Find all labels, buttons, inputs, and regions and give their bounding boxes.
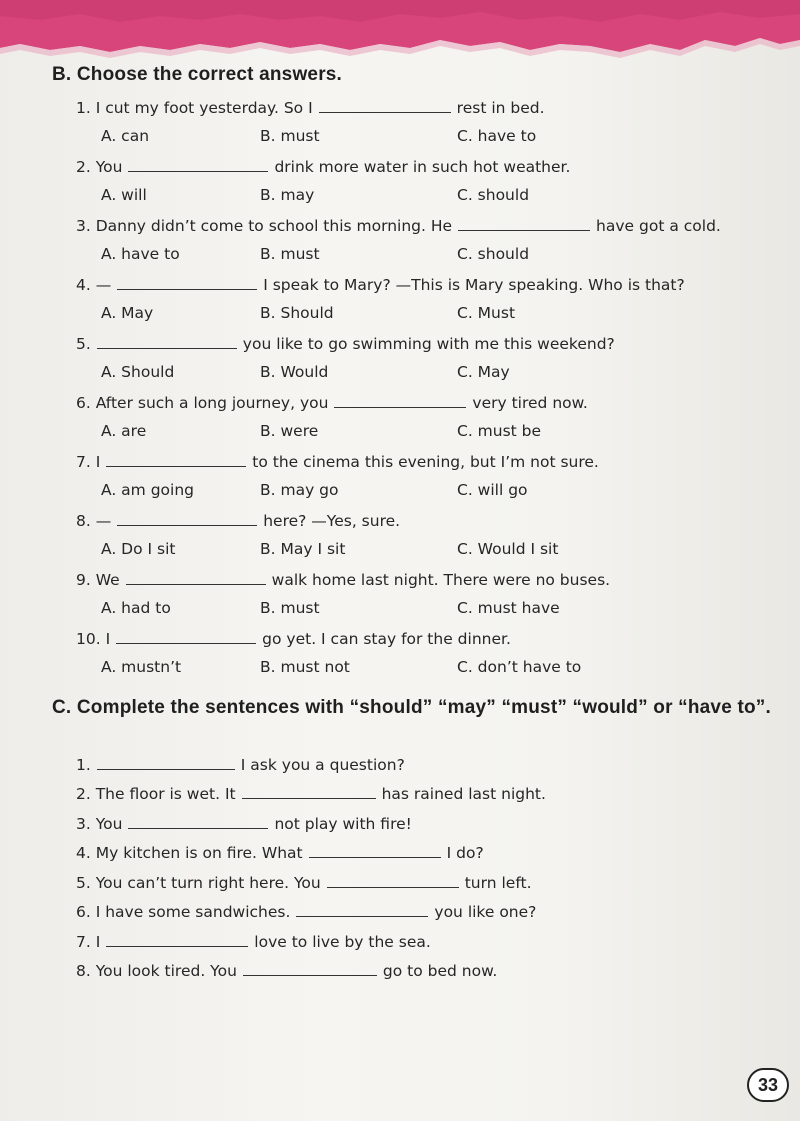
sentence-text-start: 3. You: [76, 815, 123, 833]
sentence-text-start: 7. I: [76, 933, 101, 951]
question-text-start: 4. —: [76, 276, 112, 294]
option-a[interactable]: A. had to: [101, 599, 171, 617]
answer-blank[interactable]: [128, 157, 268, 172]
question-8: [76, 511, 400, 533]
option-c[interactable]: C. Would I sit: [457, 540, 559, 558]
question-text-start: 9. We: [76, 571, 120, 589]
option-b[interactable]: B. must: [260, 599, 320, 617]
answer-blank[interactable]: [334, 393, 466, 408]
option-b[interactable]: B. Would: [260, 363, 329, 381]
option-c[interactable]: C. have to: [457, 127, 537, 145]
sentence-1: [76, 755, 405, 777]
question-text-start: 5.: [76, 335, 91, 353]
question-5: [76, 334, 615, 356]
option-a[interactable]: A. can: [101, 127, 150, 145]
option-a[interactable]: A. will: [101, 186, 147, 204]
question-text-start: 10. I: [76, 630, 111, 648]
answer-blank[interactable]: [296, 902, 428, 917]
question-text-start: 8. —: [76, 512, 112, 530]
section-c-title: C. Complete the sentences with “should” “may” “must” “would” or “have to”.: [52, 697, 771, 718]
question-3: [76, 216, 721, 238]
answer-blank[interactable]: [97, 755, 235, 770]
sentence-text-start: 1.: [76, 756, 91, 774]
question-text-end: have got a cold.: [596, 217, 721, 235]
page-number: 33: [747, 1068, 789, 1102]
question-7: [76, 452, 599, 474]
question-text-start: 1. I cut my foot yesterday. So I: [76, 99, 313, 117]
answer-blank[interactable]: [97, 334, 237, 349]
question-text-end: go yet. I can stay for the dinner.: [262, 630, 511, 648]
answer-blank[interactable]: [458, 216, 590, 231]
question-10: [76, 629, 511, 651]
question-text-end: walk home last night. There were no buses.: [271, 571, 611, 589]
option-a[interactable]: A. mustn’t: [101, 658, 182, 676]
option-a[interactable]: A. are: [101, 422, 147, 440]
option-c[interactable]: C. must have: [457, 599, 560, 617]
sentence-2: [76, 784, 546, 806]
answer-blank[interactable]: [126, 570, 266, 585]
option-c[interactable]: C. must be: [457, 422, 542, 440]
question-text-end: to the cinema this evening, but I’m not sure.: [252, 453, 599, 471]
option-a[interactable]: A. Should: [101, 363, 175, 381]
sentence-text-end: go to bed now.: [382, 962, 498, 980]
option-b[interactable]: B. may: [260, 186, 315, 204]
question-text-end: I speak to Mary? —This is Mary speaking. Who is that?: [263, 276, 685, 294]
sentence-text-start: 6. I have some sandwiches.: [76, 903, 291, 921]
question-text-start: 2. You: [76, 158, 123, 176]
question-2: [76, 157, 570, 179]
sentence-7: [76, 932, 431, 954]
question-text-start: 6. After such a long journey, you: [76, 394, 329, 412]
answer-blank[interactable]: [106, 932, 248, 947]
question-text-end: very tired now.: [472, 394, 588, 412]
option-b[interactable]: B. were: [260, 422, 319, 440]
option-b[interactable]: B. May I sit: [260, 540, 346, 558]
answer-blank[interactable]: [116, 629, 256, 644]
question-6: [76, 393, 588, 415]
section-b-title: B. Choose the correct answers.: [52, 64, 343, 85]
option-b[interactable]: B. must: [260, 127, 320, 145]
question-4: [76, 275, 685, 297]
sentence-text-end: love to live by the sea.: [254, 933, 431, 951]
option-c[interactable]: C. don’t have to: [457, 658, 582, 676]
option-a[interactable]: A. am going: [101, 481, 194, 499]
sentence-text-end: turn left.: [464, 874, 532, 892]
sentence-6: [76, 902, 536, 924]
sentence-8: [76, 961, 497, 983]
question-text-end: rest in bed.: [456, 99, 545, 117]
sentence-4: [76, 843, 484, 865]
question-text-start: 3. Danny didn’t come to school this morning. He: [76, 217, 453, 235]
sentence-5: [76, 873, 532, 895]
sentence-text-end: I do?: [446, 844, 484, 862]
option-b[interactable]: B. must: [260, 245, 320, 263]
answer-blank[interactable]: [309, 843, 441, 858]
sentence-text-end: you like one?: [434, 903, 537, 921]
answer-blank[interactable]: [243, 961, 377, 976]
option-b[interactable]: B. must not: [260, 658, 350, 676]
answer-blank[interactable]: [319, 98, 451, 113]
answer-blank[interactable]: [106, 452, 246, 467]
question-text-end: here? —Yes, sure.: [263, 512, 401, 530]
question-9: [76, 570, 610, 592]
answer-blank[interactable]: [242, 784, 376, 799]
answer-blank[interactable]: [327, 873, 459, 888]
sentence-text-start: 8. You look tired. You: [76, 962, 237, 980]
sentence-text-end: I ask you a question?: [240, 756, 405, 774]
sentence-3: [76, 814, 412, 836]
question-text-end: drink more water in such hot weather.: [274, 158, 571, 176]
option-a[interactable]: A. May: [101, 304, 154, 322]
option-c[interactable]: C. should: [457, 186, 530, 204]
option-b[interactable]: B. may go: [260, 481, 339, 499]
question-text-start: 7. I: [76, 453, 101, 471]
question-text-end: you like to go swimming with me this weekend?: [242, 335, 615, 353]
answer-blank[interactable]: [128, 814, 268, 829]
sentence-text-end: has rained last night.: [381, 785, 546, 803]
sentence-text-start: 2. The floor is wet. It: [76, 785, 236, 803]
answer-blank[interactable]: [117, 275, 257, 290]
sentence-text-start: 4. My kitchen is on fire. What: [76, 844, 303, 862]
option-c[interactable]: C. May: [457, 363, 510, 381]
answer-blank[interactable]: [117, 511, 257, 526]
sentence-text-start: 5. You can’t turn right here. You: [76, 874, 321, 892]
option-b[interactable]: B. Should: [260, 304, 334, 322]
option-c[interactable]: C. should: [457, 245, 530, 263]
question-1: [76, 98, 545, 120]
option-a[interactable]: A. have to: [101, 245, 180, 263]
option-c[interactable]: C. will go: [457, 481, 528, 499]
option-a[interactable]: A. Do I sit: [101, 540, 176, 558]
sentence-text-end: not play with fire!: [274, 815, 412, 833]
option-c[interactable]: C. Must: [457, 304, 516, 322]
